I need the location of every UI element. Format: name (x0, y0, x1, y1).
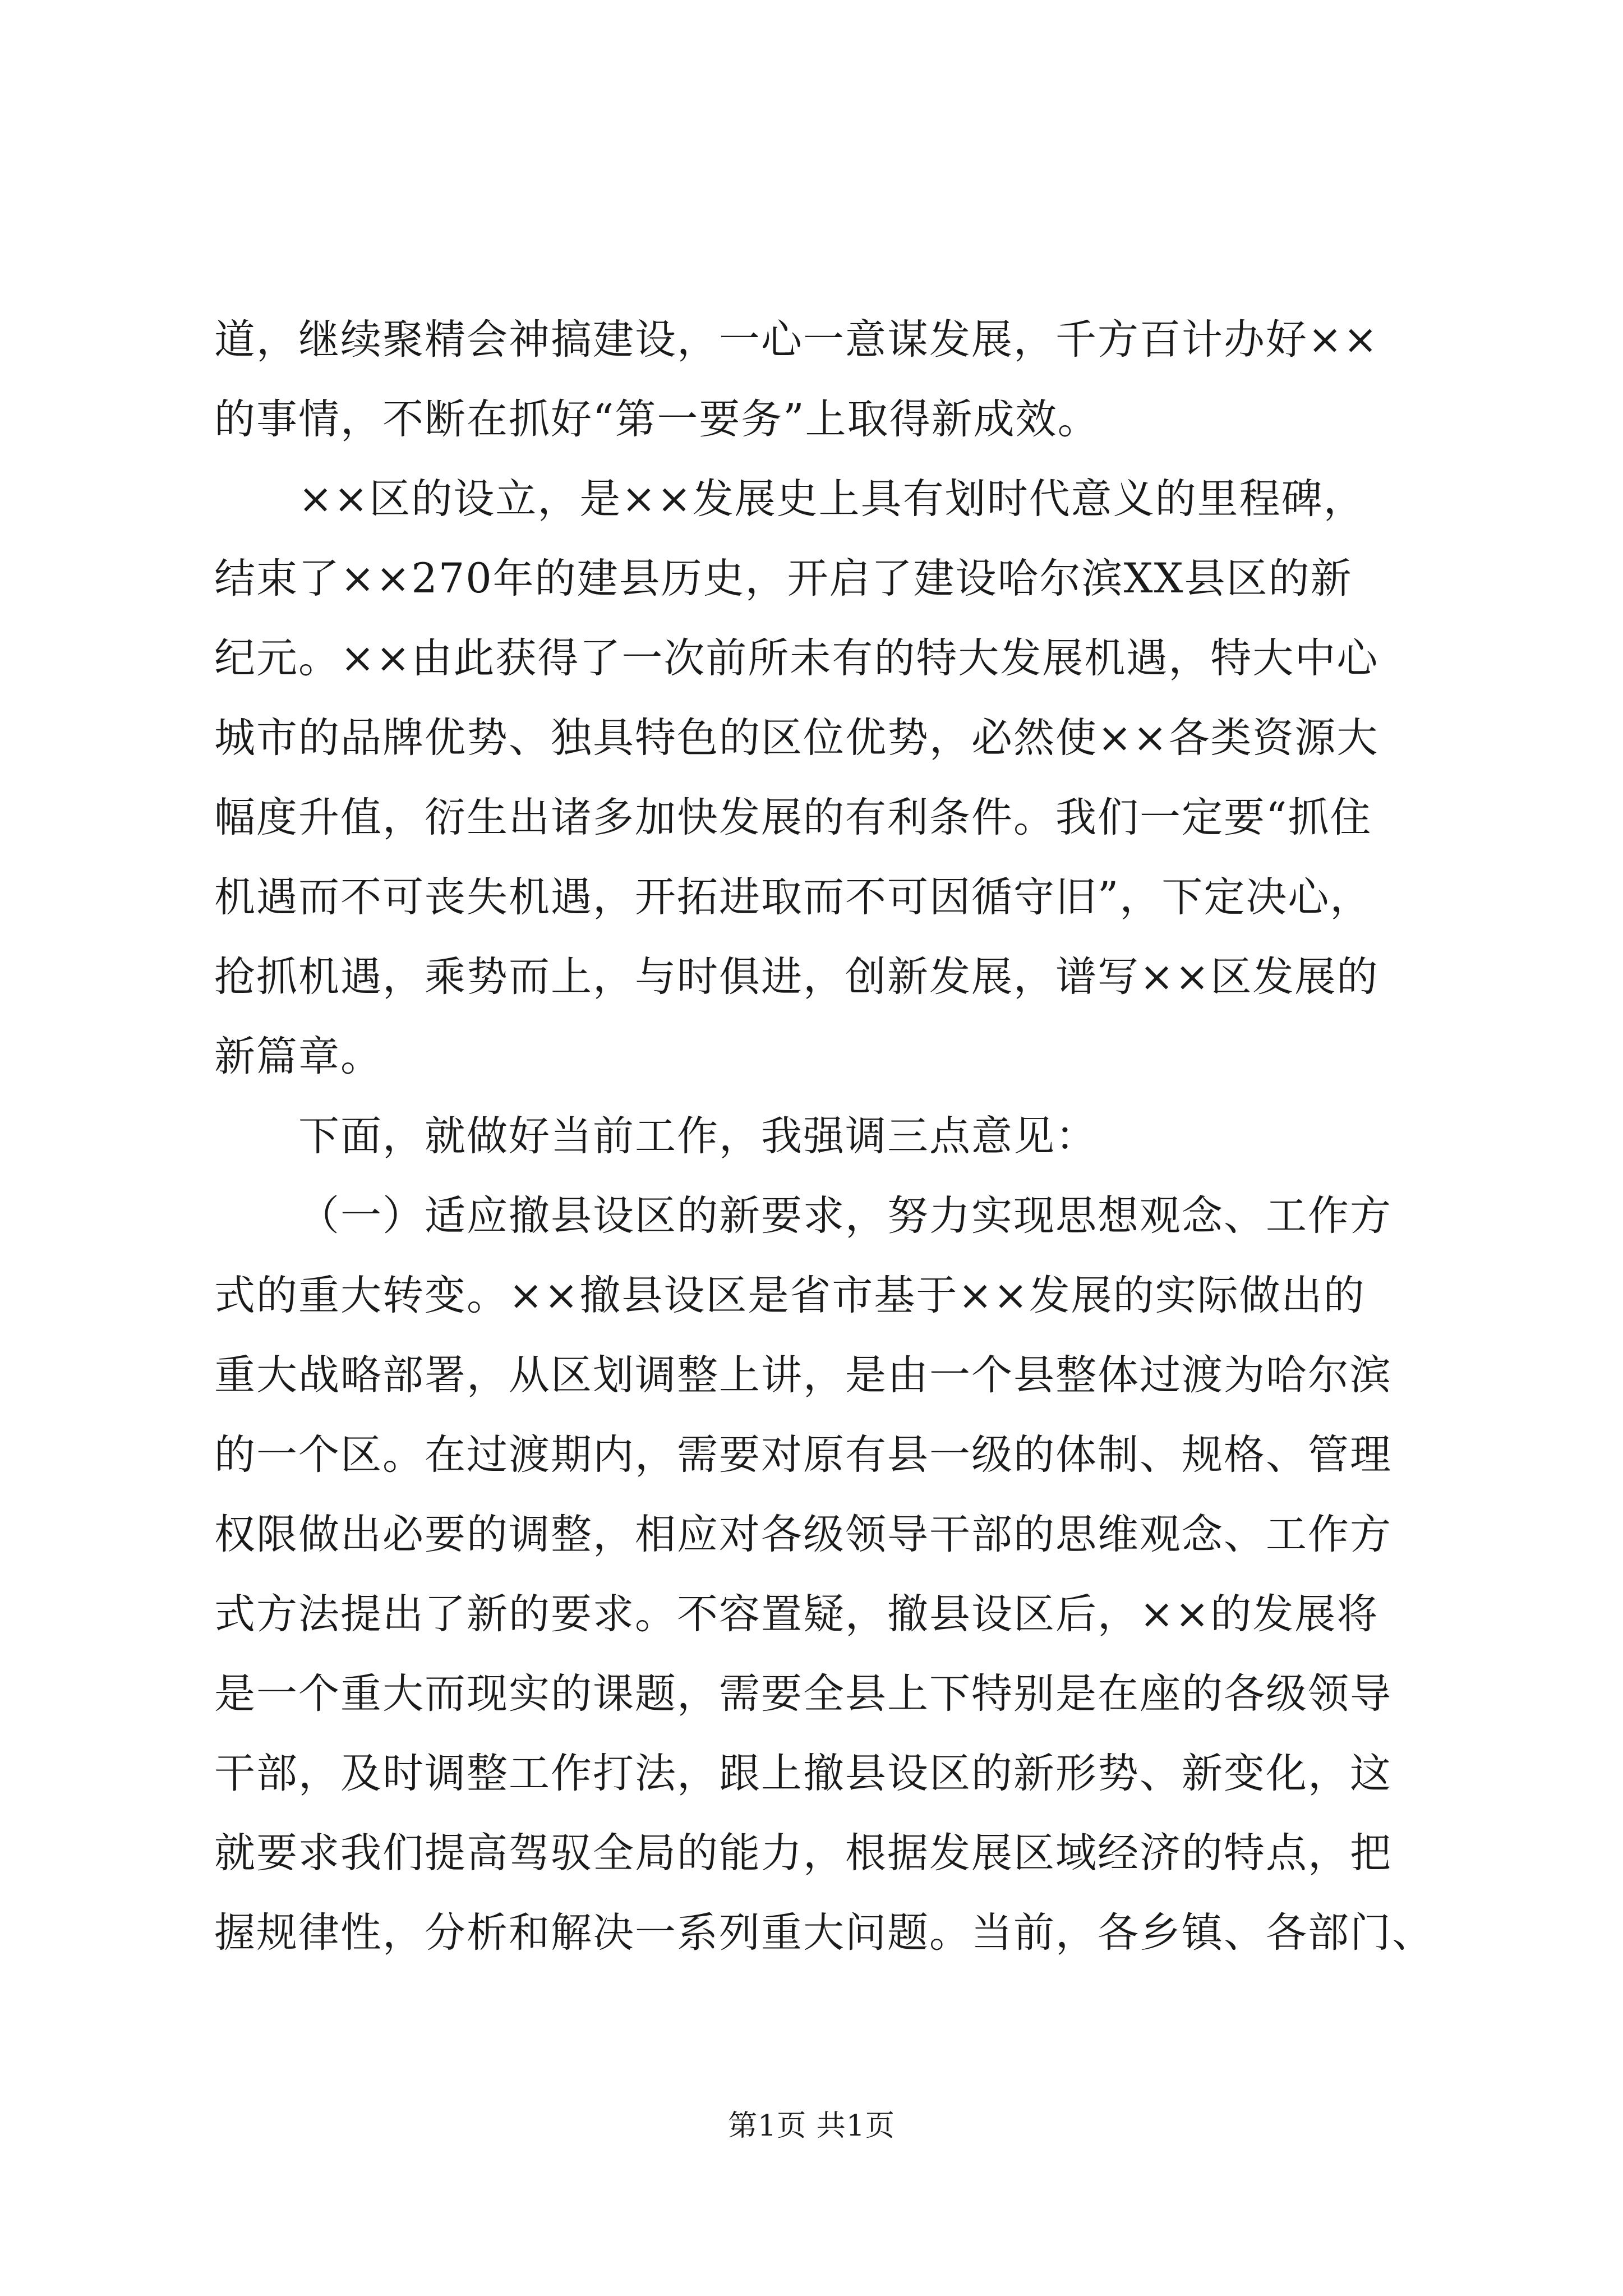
text-line: 重大战略部署，从区划调整上讲，是由一个县整体过渡为哈尔滨 (214, 1351, 1392, 1399)
page-footer: 第1页 共1页 (728, 2109, 895, 2143)
text-line: 纪元。××由此获得了一次前所未有的特大发展机遇，特大中心 (214, 634, 1379, 682)
text-line: 结束了××270年的建县历史，开启了建设哈尔滨XX县区的新 (214, 555, 1353, 602)
text-line: 的事情，不断在抓好“第一要务”上取得新成效。 (214, 395, 1100, 443)
body-text (214, 300, 1434, 1973)
text-line: ××区的设立，是××发展史上具有划时代意义的里程碑， (298, 475, 1366, 523)
text-line: 机遇而不可丧失机遇，开拓进取而不可因循守旧”，下定决心， (214, 873, 1372, 921)
text-line: 权限做出必要的调整，相应对各级领导干部的思维观念、工作方 (214, 1511, 1392, 1558)
text-line: 城市的品牌优势、独具特色的区位优势，必然使××各类资源大 (214, 714, 1379, 762)
text-line: 握规律性，分析和解决一系列重大问题。当前，各乡镇、各部门、 (214, 1909, 1434, 1957)
text-line: （一）适应撤县设区的新要求，努力实现思想观念、工作方 (298, 1192, 1392, 1240)
text-line: 新篇章。 (214, 1033, 382, 1080)
text-line: 就要求我们提高驾驭全局的能力，根据发展区域经济的特点，把 (214, 1829, 1392, 1877)
text-line: 是一个重大而现实的课题，需要全县上下特别是在座的各级领导 (214, 1670, 1392, 1718)
text-line: 干部，及时调整工作打法，跟上撤县设区的新形势、新变化，这 (214, 1750, 1392, 1797)
text-line: 下面，就做好当前工作，我强调三点意见： (298, 1112, 1098, 1160)
text-line: 的一个区。在过渡期内，需要对原有县一级的体制、规格、管理 (214, 1431, 1392, 1479)
text-line: 式方法提出了新的要求。不容置疑，撤县设区后，××的发展将 (214, 1590, 1379, 1638)
text-line: 幅度升值，衍生出诸多加快发展的有利条件。我们一定要“抓住 (214, 794, 1372, 841)
text-line: 式的重大转变。××撤县设区是省市基于××发展的实际做出的 (214, 1272, 1366, 1319)
text-line: 抢抓机遇，乘势而上，与时俱进，创新发展，谱写××区发展的 (214, 953, 1379, 1001)
text-line: 道，继续聚精会神搞建设，一心一意谋发展，千方百计办好×× (214, 316, 1379, 364)
